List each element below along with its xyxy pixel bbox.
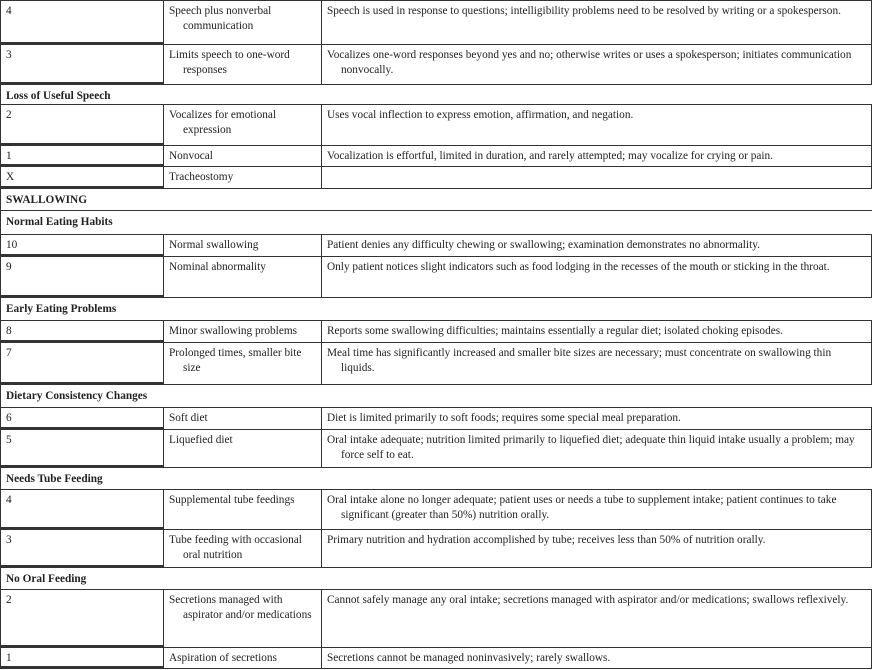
- score-cell-text: 2: [6, 594, 12, 606]
- table-row: [0, 342, 872, 384]
- label-cell-text: Secretions managed with aspirator and/or medications: [169, 594, 312, 621]
- score-cell: [0, 167, 163, 188]
- label-cell: [163, 430, 321, 467]
- score-cell-text: 5: [6, 434, 12, 446]
- section-title: Early Eating Problems: [0, 298, 872, 320]
- score-cell-text: 8: [6, 325, 12, 337]
- label-cell-text: Prolonged times, smaller bite size: [169, 347, 302, 374]
- description-cell-text: Oral intake alone no longer adequate; patient uses or needs a tube to supplement intake; patient continues to take significant (greater than 50%) nutrition orally.: [327, 494, 837, 521]
- score-cell: [0, 408, 163, 429]
- description-cell: [321, 1, 872, 44]
- table-row: [0, 320, 872, 342]
- score-cell: [0, 590, 163, 647]
- description-cell-text: Diet is limited primarily to soft foods; requires some special meal preparation.: [327, 412, 681, 424]
- label-cell-text: Limits speech to one-word responses: [169, 49, 290, 76]
- score-cell: [0, 235, 163, 256]
- description-cell-text: Reports some swallowing difficulties; maintains essentially a regular diet; isolated choking episodes.: [327, 325, 783, 337]
- table-row: [0, 44, 872, 84]
- label-cell: [163, 648, 321, 668]
- section-title: Needs Tube Feeding: [0, 468, 872, 489]
- label-cell-text: Speech plus nonverbal communication: [169, 5, 272, 32]
- description-cell: [321, 408, 872, 429]
- description-cell: [321, 45, 872, 84]
- table-row: [0, 234, 872, 256]
- label-cell-text: Tube feeding with occasional oral nutrition: [169, 534, 302, 561]
- score-cell-text: 4: [6, 5, 12, 17]
- table-row: [0, 256, 872, 297]
- label-cell-text: Aspiration of secretions: [169, 652, 277, 664]
- description-cell: [321, 257, 872, 297]
- description-cell-text: Patient denies any difficulty chewing or swallowing; examination demonstrates no abnormality.: [327, 239, 760, 251]
- label-cell: [163, 490, 321, 529]
- table-row: [0, 166, 872, 188]
- label-cell: [163, 321, 321, 342]
- label-cell-text: Liquefied diet: [169, 434, 233, 446]
- description-cell: [321, 321, 872, 342]
- label-cell-text: Nominal abnormality: [169, 261, 266, 273]
- label-cell: [163, 1, 321, 44]
- label-cell: [163, 105, 321, 145]
- description-cell-text: Uses vocal inflection to express emotion, affirmation, and negation.: [327, 109, 634, 121]
- description-cell: [321, 343, 872, 384]
- description-cell: [321, 590, 872, 647]
- description-cell-text: Speech is used in response to questions; intelligibility problems need to be resolved by writing or a spokesperson.: [327, 5, 841, 17]
- label-cell: [163, 590, 321, 647]
- table-row: [0, 647, 872, 669]
- section-header-row: [0, 210, 872, 234]
- label-cell-text: Minor swallowing problems: [169, 325, 298, 337]
- table-row: [0, 529, 872, 567]
- score-cell-text: X: [6, 171, 15, 183]
- table-row: [0, 429, 872, 467]
- description-cell-text: Oral intake adequate; nutrition limited primarily to liquefied diet; adequate thin liquid intake usually a problem; may force self to eat.: [327, 434, 855, 461]
- description-cell: [321, 146, 872, 166]
- score-cell-text: 2: [6, 109, 12, 121]
- table-row: [0, 0, 872, 44]
- section-header-row: [0, 188, 872, 210]
- score-cell: [0, 530, 163, 567]
- score-cell-text: 1: [6, 652, 12, 664]
- label-cell: [163, 530, 321, 567]
- table-row: [0, 145, 872, 166]
- section-header-row: [0, 467, 872, 489]
- label-cell: [163, 146, 321, 166]
- label-cell-text: Soft diet: [169, 412, 208, 424]
- description-cell: [321, 167, 872, 188]
- description-cell: [321, 490, 872, 529]
- description-cell: [321, 430, 872, 467]
- section-header-row: [0, 567, 872, 589]
- score-cell: [0, 45, 163, 84]
- section-title: Dietary Consistency Changes: [0, 385, 872, 407]
- section-title: No Oral Feeding: [0, 568, 872, 589]
- table-row: [0, 489, 872, 529]
- section-header-row: [0, 84, 872, 104]
- label-cell: [163, 45, 321, 84]
- label-cell: [163, 343, 321, 384]
- table-row: [0, 104, 872, 145]
- score-cell-text: 10: [6, 239, 18, 251]
- description-cell-text: Vocalizes one-word responses beyond yes and no; otherwise writes or uses a spokesperson; initiates communication nonvocally.: [327, 49, 852, 76]
- score-cell: [0, 321, 163, 342]
- description-cell: [321, 235, 872, 256]
- score-cell-text: 1: [6, 150, 12, 162]
- description-cell-text: Primary nutrition and hydration accomplished by tube; receives less than 50% of nutrition orally.: [327, 534, 766, 546]
- score-cell-text: 6: [6, 412, 12, 424]
- label-cell: [163, 167, 321, 188]
- section-title: Normal Eating Habits: [0, 211, 872, 234]
- description-cell-text: Vocalization is effortful, limited in duration, and rarely attempted; may vocalize for crying or pain.: [327, 150, 773, 162]
- description-cell: [321, 105, 872, 145]
- label-cell-text: Normal swallowing: [169, 239, 259, 251]
- table-row: [0, 407, 872, 429]
- score-cell-text: 3: [6, 534, 12, 546]
- score-cell: [0, 490, 163, 529]
- label-cell-text: Vocalizes for emotional expression: [169, 109, 277, 136]
- score-cell: [0, 430, 163, 467]
- label-cell: [163, 408, 321, 429]
- label-cell-text: Nonvocal: [169, 150, 213, 162]
- score-cell: [0, 105, 163, 145]
- description-cell-text: Meal time has significantly increased and smaller bite sizes are necessary; must concentrate on swallowing thin liquids.: [327, 347, 832, 374]
- description-cell-text: Only patient notices slight indicators such as food lodging in the recesses of the mouth or sticking in the throat.: [327, 261, 830, 273]
- label-cell-text: Supplemental tube feedings: [169, 494, 295, 506]
- label-cell: [163, 257, 321, 297]
- score-cell-text: 4: [6, 494, 12, 506]
- section-header-row: [0, 297, 872, 320]
- score-cell: [0, 257, 163, 297]
- score-cell: [0, 1, 163, 44]
- section-header-row: [0, 384, 872, 407]
- score-cell: [0, 648, 163, 668]
- score-cell: [0, 146, 163, 166]
- description-cell-text: Cannot safely manage any oral intake; secretions managed with aspirator and/or medications; swallows reflexively.: [327, 594, 849, 606]
- score-cell-text: 3: [6, 49, 12, 61]
- score-cell-text: 7: [6, 347, 12, 359]
- table-row: [0, 589, 872, 647]
- label-cell-text: Tracheostomy: [169, 171, 234, 183]
- score-cell-text: 9: [6, 261, 12, 273]
- score-cell: [0, 343, 163, 384]
- description-cell: [321, 530, 872, 567]
- label-cell: [163, 235, 321, 256]
- section-title: Loss of Useful Speech: [0, 85, 872, 104]
- description-cell-text: Secretions cannot be managed noninvasively; rarely swallows.: [327, 652, 611, 664]
- section-title: SWALLOWING: [0, 189, 872, 210]
- description-cell: [321, 648, 872, 668]
